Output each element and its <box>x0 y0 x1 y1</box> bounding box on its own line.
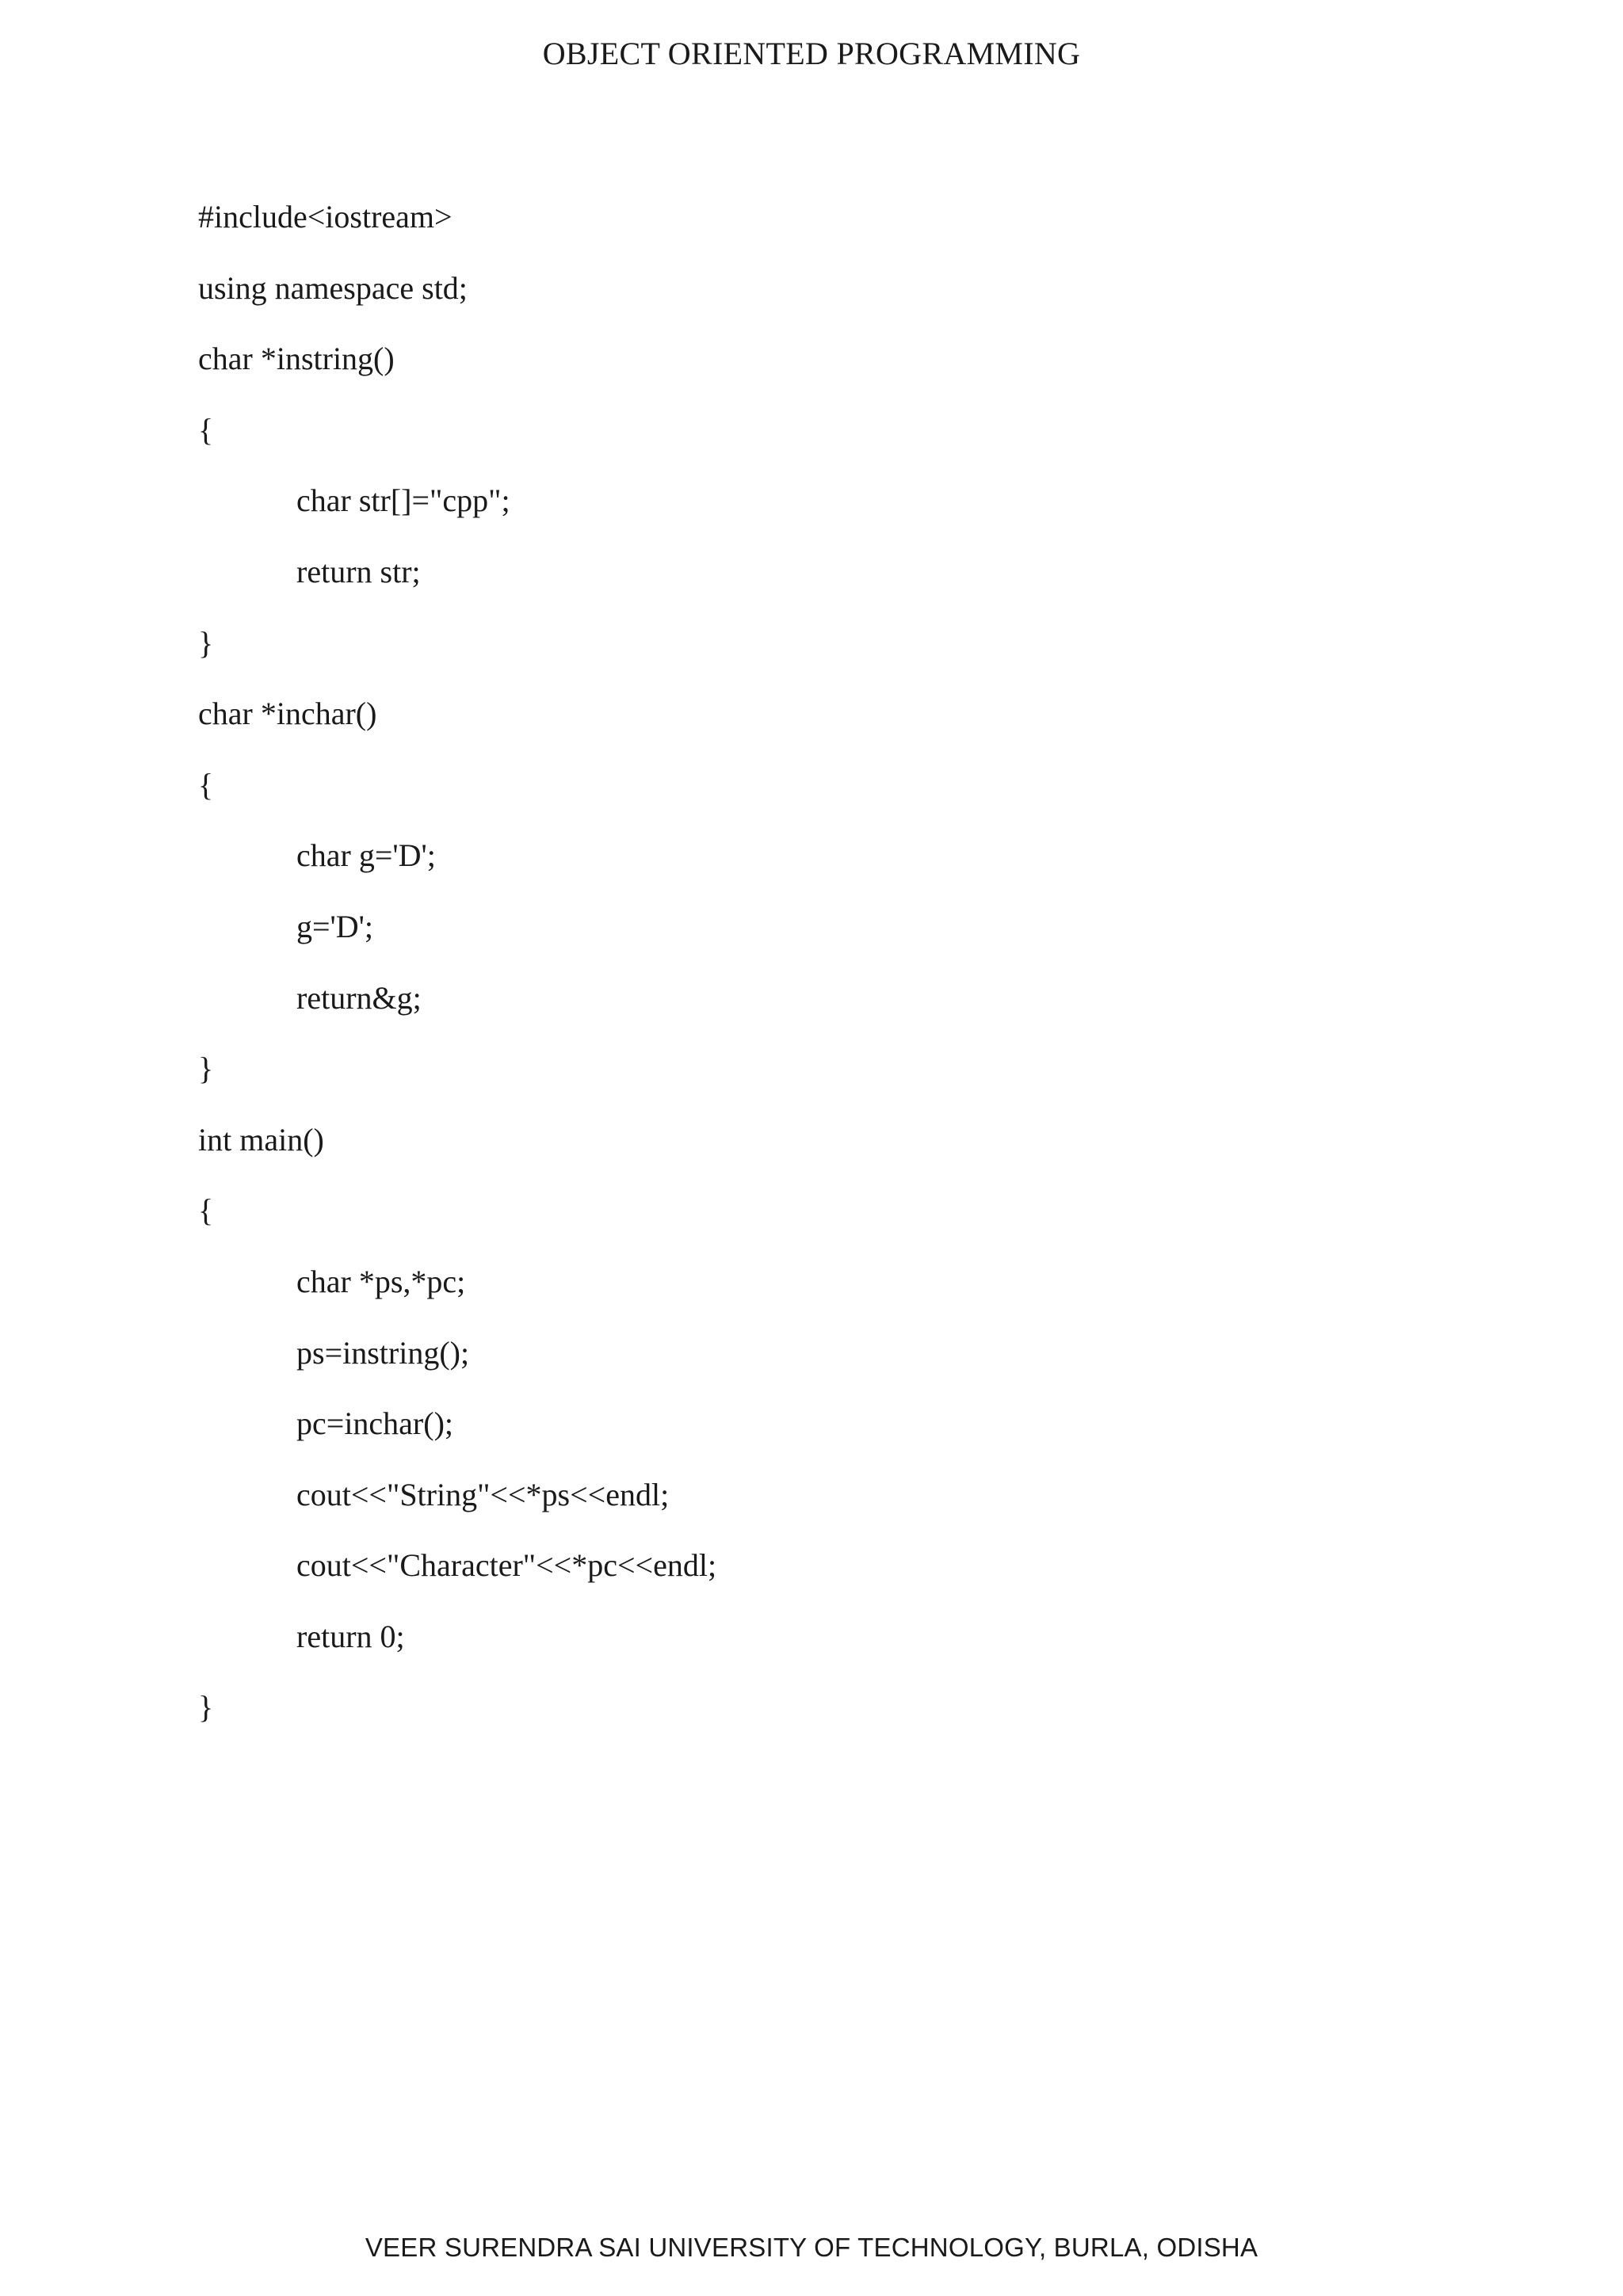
code-line: } <box>198 624 214 661</box>
code-line: int main() <box>198 1121 324 1158</box>
code-line: char g='D'; <box>296 837 436 874</box>
code-line: return str; <box>296 553 421 589</box>
code-line: cout<<"Character"<<*pc<<endl; <box>296 1547 717 1584</box>
code-line: return 0; <box>296 1618 405 1654</box>
code-line: char *instring() <box>198 341 395 377</box>
code-line: } <box>198 1689 214 1726</box>
code-line: return&g; <box>296 979 422 1016</box>
code-line: { <box>198 766 214 803</box>
code-listing <box>198 195 1466 1756</box>
page-header-title: OBJECT ORIENTED PROGRAMMING <box>542 36 1081 71</box>
code-line: { <box>198 1192 214 1229</box>
page-footer-text: VEER SURENDRA SAI UNIVERSITY OF TECHNOLOGY, BURLA, ODISHA <box>365 2233 1258 2262</box>
code-line: { <box>198 411 214 448</box>
code-line: } <box>198 1051 214 1087</box>
code-line: using namespace std; <box>198 269 468 306</box>
code-line: #include<iostream> <box>198 199 453 235</box>
code-line: ps=instring(); <box>296 1334 470 1371</box>
code-line: pc=inchar(); <box>296 1405 454 1442</box>
code-line: char str[]="cpp"; <box>296 482 510 519</box>
code-line: cout<<"String"<<*ps<<endl; <box>296 1476 670 1512</box>
code-line: char *inchar() <box>198 696 377 732</box>
code-line: char *ps,*pc; <box>296 1263 466 1299</box>
code-line: g='D'; <box>296 908 373 944</box>
